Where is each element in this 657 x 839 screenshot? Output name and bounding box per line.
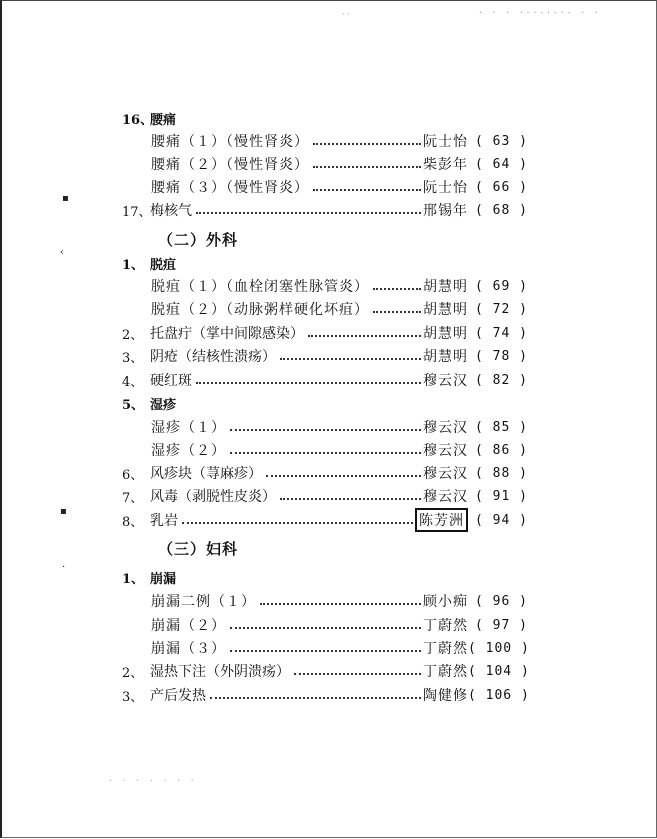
toc-entry [151, 637, 528, 659]
entry-author: 柴彭年 [423, 157, 468, 173]
entry-title: 腰痛（２）（慢性肾炎） [151, 157, 309, 173]
entry-number: 6、 [122, 467, 144, 483]
entry-page-number: ( 74 ) [475, 325, 528, 341]
entry-title: 腰痛 [150, 112, 177, 128]
entry-number: 7、 [122, 490, 144, 506]
toc-entry [151, 298, 528, 320]
entry-number: 16、 [122, 112, 154, 128]
entry-title: 风毒（剥脱性皮炎） [150, 489, 276, 505]
dot-leader [182, 522, 413, 524]
toc-section-heading [158, 537, 238, 559]
scan-noise-bottom: · · · · · · · [108, 776, 197, 785]
entry-page-number: ( 86 ) [475, 442, 528, 458]
entry-title: 湿疹（２） [151, 443, 226, 459]
toc-entry [122, 660, 528, 682]
dot-leader [308, 335, 421, 337]
dot-leader [230, 452, 421, 454]
entry-number: 2、 [122, 327, 144, 343]
scan-dot-top: · · [342, 10, 350, 19]
entry-title: 脱疽（２）（动脉粥样硬化坏疽） [151, 302, 369, 318]
entry-title: 硬红斑 [150, 373, 192, 389]
dot-leader [280, 498, 421, 500]
toc-entry [122, 684, 528, 706]
entry-page-number: ( 63 ) [475, 133, 528, 149]
entry-page-number: ( 78 ) [475, 348, 528, 364]
entry-author: 丁蔚然 [423, 641, 468, 657]
dot-leader [313, 143, 421, 145]
entry-page-number: ( 72 ) [475, 301, 528, 317]
entry-title: 阴疮（结核性溃疡） [150, 349, 276, 365]
entry-page-number: ( 64 ) [475, 156, 528, 172]
scan-speck: · [62, 562, 66, 573]
entry-author: 陈芳洲 [415, 508, 468, 532]
entry-author: 穆云汉 [423, 373, 468, 389]
entry-page-number: ( 96 ) [475, 593, 528, 609]
entry-title: 崩漏（２） [151, 618, 226, 634]
entry-title: 风疹块（荨麻疹） [150, 466, 262, 482]
entry-title: 湿疹（１） [151, 420, 226, 436]
entry-title: 腰痛（１）（慢性肾炎） [151, 134, 309, 150]
dot-leader [373, 288, 421, 290]
entry-page-number: ( 66 ) [475, 179, 528, 195]
toc-entry [151, 153, 528, 175]
entry-title: 梅核气 [150, 203, 192, 219]
entry-number: 8、 [122, 514, 144, 530]
entry-title: （三）妇科 [158, 539, 239, 558]
toc-group-heading [122, 252, 176, 274]
entry-page-number: ( 104 ) [468, 663, 530, 679]
dot-leader [373, 311, 421, 313]
entry-author: 丁蔚然 [423, 664, 468, 680]
entry-author: 顾小痴 [423, 594, 468, 610]
toc-entry [122, 462, 528, 484]
entry-author: 胡慧明 [423, 326, 468, 342]
entry-page-number: ( 85 ) [475, 419, 528, 435]
toc-entry [151, 275, 528, 297]
entry-author: 穆云汉 [423, 443, 468, 459]
dot-leader [210, 697, 421, 699]
entry-author: 穆云汉 [423, 489, 468, 505]
toc-entry [122, 199, 528, 221]
entry-page-number: ( 91 ) [475, 488, 528, 504]
toc-entry [122, 322, 528, 344]
entry-title: 湿热下注（外阴溃疡） [150, 664, 290, 680]
entry-title: 脱疽 [150, 257, 177, 273]
entry-number: 1、 [122, 571, 145, 587]
entry-number: 4、 [122, 374, 144, 390]
entry-title: 崩漏（３） [151, 641, 226, 657]
toc-entry [151, 614, 528, 636]
scan-speck: ▪ [62, 193, 69, 204]
toc-entry [122, 485, 528, 507]
toc-entry [151, 590, 528, 612]
entry-title: 腰痛（３）（慢性肾炎） [151, 180, 309, 196]
entry-author: 邢锡年 [423, 203, 468, 219]
toc-entry [122, 345, 528, 367]
scan-speck: ‹ [60, 247, 64, 258]
entry-title: 湿疹 [150, 397, 177, 413]
dot-leader [230, 650, 421, 652]
dot-leader [313, 189, 421, 191]
entry-page-number: ( 68 ) [475, 202, 528, 218]
entry-page-number: ( 106 ) [468, 687, 530, 703]
entry-title: 脱疽（１）（血栓闭塞性脉管炎） [151, 279, 369, 295]
dot-leader [313, 166, 421, 168]
entry-author: 胡慧明 [423, 349, 468, 365]
entry-page-number: ( 94 ) [475, 512, 528, 528]
entry-author: 陶健修 [423, 688, 468, 704]
entry-author: 阮士怡 [423, 180, 468, 196]
entry-page-number: ( 82 ) [475, 372, 528, 388]
toc-entry [151, 439, 528, 461]
dot-leader [230, 627, 421, 629]
entry-page-number: ( 88 ) [475, 465, 528, 481]
toc-entry [122, 369, 528, 391]
entry-number: 17、 [122, 204, 152, 220]
entry-title: 崩漏 [150, 571, 177, 587]
dot-leader [260, 603, 421, 605]
toc-group-heading [122, 107, 176, 129]
scan-speck: ▪ [60, 506, 67, 517]
entry-number: 3、 [122, 350, 144, 366]
entry-author: 阮士怡 [423, 134, 468, 150]
entry-number: 5、 [122, 397, 145, 413]
entry-number: 3、 [122, 689, 144, 705]
entry-page-number: ( 97 ) [475, 617, 528, 633]
toc-entry [151, 176, 528, 198]
entry-title: 崩漏二例（１） [151, 594, 256, 610]
entry-page-number: ( 69 ) [475, 278, 528, 294]
entry-title: （二）外科 [158, 230, 239, 249]
entry-title: 乳岩 [150, 513, 178, 529]
dot-leader [196, 212, 421, 214]
scan-noise-top: · · · ·-·-·-·- · · [478, 8, 601, 17]
entry-author: 丁蔚然 [423, 618, 468, 634]
entry-number: 1、 [122, 257, 145, 273]
entry-number: 2、 [122, 665, 144, 681]
toc-entry [151, 130, 528, 152]
toc-entry [122, 509, 528, 531]
entry-author: 穆云汉 [423, 466, 468, 482]
toc-group-heading [122, 392, 176, 414]
dot-leader [280, 358, 421, 360]
dot-leader [230, 429, 421, 431]
entry-title: 托盘疔（掌中间隙感染） [150, 326, 304, 342]
dot-leader [294, 673, 421, 675]
entry-author: 胡慧明 [423, 279, 468, 295]
entry-author: 胡慧明 [423, 302, 468, 318]
entry-page-number: ( 100 ) [468, 640, 530, 656]
entry-title: 产后发热 [150, 688, 206, 704]
dot-leader [266, 475, 421, 477]
entry-author: 穆云汉 [423, 420, 468, 436]
dot-leader [196, 382, 421, 384]
toc-section-heading [158, 228, 238, 250]
toc-group-heading [122, 566, 176, 588]
toc-entry [151, 416, 528, 438]
